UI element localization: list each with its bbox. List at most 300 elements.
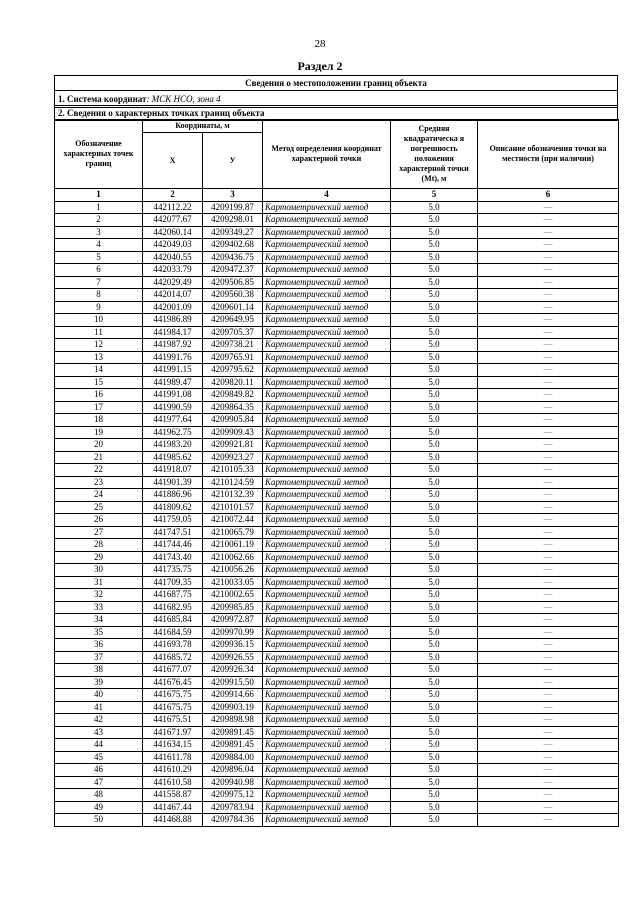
- coord-x: 441991.08: [143, 389, 203, 402]
- col-number: 1: [55, 189, 143, 202]
- error: 5.0: [391, 664, 478, 677]
- point-number: 49: [55, 801, 143, 814]
- description: —: [478, 314, 619, 327]
- point-number: 30: [55, 564, 143, 577]
- coord-system-label: 1. Система координат: [58, 94, 147, 104]
- table-row: [55, 514, 619, 527]
- method: Картометрический метод: [263, 714, 391, 727]
- method: Картометрический метод: [263, 751, 391, 764]
- coord-y: 4209820.11: [203, 376, 263, 389]
- coord-x: 441634.15: [143, 739, 203, 752]
- table-row: [55, 751, 619, 764]
- error: 5.0: [391, 789, 478, 802]
- table-row: [55, 201, 619, 214]
- coord-x: 441682.95: [143, 601, 203, 614]
- point-number: 48: [55, 789, 143, 802]
- table-row: [55, 301, 619, 314]
- coord-y: 4209199.87: [203, 201, 263, 214]
- coord-x: 441991.15: [143, 364, 203, 377]
- description: —: [478, 714, 619, 727]
- method: Картометрический метод: [263, 526, 391, 539]
- point-number: 12: [55, 339, 143, 352]
- coord-y: 4209472.37: [203, 264, 263, 277]
- description: —: [478, 439, 619, 452]
- coord-x: 441709.35: [143, 576, 203, 589]
- header-table: [54, 75, 618, 91]
- coord-x: 442001.09: [143, 301, 203, 314]
- error: 5.0: [391, 339, 478, 352]
- coord-x: 441735.75: [143, 564, 203, 577]
- coord-y: 4209765.91: [203, 351, 263, 364]
- table-row: [55, 589, 619, 602]
- point-number: 47: [55, 776, 143, 789]
- method: Картометрический метод: [263, 464, 391, 477]
- coord-x: 441558.87: [143, 789, 203, 802]
- error: 5.0: [391, 364, 478, 377]
- description: —: [478, 639, 619, 652]
- coord-x: 441986.89: [143, 314, 203, 327]
- error: 5.0: [391, 539, 478, 552]
- coord-y: 4209738.21: [203, 339, 263, 352]
- table-row: [55, 776, 619, 789]
- method: Картометрический метод: [263, 601, 391, 614]
- point-number: 44: [55, 739, 143, 752]
- coord-y: 4209985.85: [203, 601, 263, 614]
- point-number: 10: [55, 314, 143, 327]
- method: Картометрический метод: [263, 814, 391, 827]
- error: 5.0: [391, 251, 478, 264]
- col-method-header: Метод определения координат характерной точки: [263, 120, 391, 189]
- error: 5.0: [391, 501, 478, 514]
- error: 5.0: [391, 239, 478, 252]
- coord-y: 4209970.99: [203, 626, 263, 639]
- table-row: [55, 614, 619, 627]
- description: —: [478, 651, 619, 664]
- method: Картометрический метод: [263, 676, 391, 689]
- table-row: [55, 326, 619, 339]
- coord-y: 4209975.12: [203, 789, 263, 802]
- coord-y: 4209436.75: [203, 251, 263, 264]
- point-number: 33: [55, 601, 143, 614]
- point-number: 17: [55, 401, 143, 414]
- description: —: [478, 626, 619, 639]
- coord-y: 4210056.26: [203, 564, 263, 577]
- point-number: 27: [55, 526, 143, 539]
- method: Картометрический метод: [263, 351, 391, 364]
- error: 5.0: [391, 714, 478, 727]
- coord-y: 4209705.37: [203, 326, 263, 339]
- col-number: 6: [478, 189, 619, 202]
- error: 5.0: [391, 326, 478, 339]
- method: Картометрический метод: [263, 426, 391, 439]
- col-desc-header: Описание обозначения точки на местности (при наличии): [478, 120, 619, 189]
- table-row: [55, 739, 619, 752]
- coord-x: 441610.29: [143, 764, 203, 777]
- method: Картометрический метод: [263, 451, 391, 464]
- method: Картометрический метод: [263, 551, 391, 564]
- coord-y: 4210061.19: [203, 539, 263, 552]
- point-number: 36: [55, 639, 143, 652]
- method: Картометрический метод: [263, 739, 391, 752]
- coord-y: 4210124.59: [203, 476, 263, 489]
- method: Картометрический метод: [263, 489, 391, 502]
- error: 5.0: [391, 289, 478, 302]
- coord-x: 442040.55: [143, 251, 203, 264]
- error: 5.0: [391, 376, 478, 389]
- coord-x: 441901.39: [143, 476, 203, 489]
- table-row: [55, 801, 619, 814]
- coord-y: 4209909.43: [203, 426, 263, 439]
- description: —: [478, 551, 619, 564]
- col-x-header: Х: [143, 133, 203, 189]
- description: —: [478, 426, 619, 439]
- method: Картометрический метод: [263, 214, 391, 227]
- coord-y: 4209402.68: [203, 239, 263, 252]
- description: —: [478, 239, 619, 252]
- table-row: [55, 389, 619, 402]
- description: —: [478, 251, 619, 264]
- coord-y: 4209891.45: [203, 726, 263, 739]
- coord-y: 4209349.27: [203, 226, 263, 239]
- table-row: [55, 276, 619, 289]
- method: Картометрический метод: [263, 789, 391, 802]
- point-number: 24: [55, 489, 143, 502]
- method: Картометрический метод: [263, 614, 391, 627]
- point-number: 1: [55, 201, 143, 214]
- table-row: [55, 314, 619, 327]
- table-row: [55, 264, 619, 277]
- coord-x: 441809.62: [143, 501, 203, 514]
- description: —: [478, 564, 619, 577]
- method: Картометрический метод: [263, 764, 391, 777]
- coord-x: 441991.76: [143, 351, 203, 364]
- point-number: 25: [55, 501, 143, 514]
- error: 5.0: [391, 264, 478, 277]
- table-row: [55, 501, 619, 514]
- coord-x: 441685.84: [143, 614, 203, 627]
- description: —: [478, 801, 619, 814]
- method: Картометрический метод: [263, 239, 391, 252]
- point-number: 41: [55, 701, 143, 714]
- coord-x: 441886.96: [143, 489, 203, 502]
- error: 5.0: [391, 401, 478, 414]
- coord-y: 4209783.94: [203, 801, 263, 814]
- table-row: [55, 789, 619, 802]
- table-row: [55, 339, 619, 352]
- method: Картометрический метод: [263, 576, 391, 589]
- method: Картометрический метод: [263, 776, 391, 789]
- coord-x: 441687.75: [143, 589, 203, 602]
- coord-y: 4209849.82: [203, 389, 263, 402]
- error: 5.0: [391, 201, 478, 214]
- coord-x: 441685.72: [143, 651, 203, 664]
- error: 5.0: [391, 439, 478, 452]
- method: Картометрический метод: [263, 276, 391, 289]
- error: 5.0: [391, 314, 478, 327]
- coord-y: 4209903.19: [203, 701, 263, 714]
- point-number: 6: [55, 264, 143, 277]
- point-number: 42: [55, 714, 143, 727]
- coord-y: 4210065.79: [203, 526, 263, 539]
- col-number: 4: [263, 189, 391, 202]
- coord-y: 4209784.36: [203, 814, 263, 827]
- error: 5.0: [391, 451, 478, 464]
- error: 5.0: [391, 814, 478, 827]
- error: 5.0: [391, 351, 478, 364]
- error: 5.0: [391, 214, 478, 227]
- coord-x: 441610.58: [143, 776, 203, 789]
- description: —: [478, 601, 619, 614]
- point-number: 14: [55, 364, 143, 377]
- coord-y: 4209884.00: [203, 751, 263, 764]
- coord-x: 442049.03: [143, 239, 203, 252]
- description: —: [478, 526, 619, 539]
- method: Картометрический метод: [263, 389, 391, 402]
- coord-x: 441985.62: [143, 451, 203, 464]
- coord-system-value: : МСК НСО, зона 4: [146, 94, 221, 104]
- point-number: 4: [55, 239, 143, 252]
- table-row: [55, 664, 619, 677]
- coord-y: 4209864.35: [203, 401, 263, 414]
- point-number: 26: [55, 514, 143, 527]
- method: Картометрический метод: [263, 401, 391, 414]
- table-row: [55, 239, 619, 252]
- error: 5.0: [391, 801, 478, 814]
- description: —: [478, 576, 619, 589]
- method: Картометрический метод: [263, 376, 391, 389]
- method: Картометрический метод: [263, 289, 391, 302]
- table-row: [55, 576, 619, 589]
- description: —: [478, 489, 619, 502]
- coord-y: 4210062.66: [203, 551, 263, 564]
- point-number: 11: [55, 326, 143, 339]
- method: Картометрический метод: [263, 689, 391, 702]
- table-row: [55, 651, 619, 664]
- error: 5.0: [391, 476, 478, 489]
- col-number: 5: [391, 189, 478, 202]
- error: 5.0: [391, 701, 478, 714]
- coord-y: 4209915.50: [203, 676, 263, 689]
- coord-y: 4210101.57: [203, 501, 263, 514]
- error: 5.0: [391, 614, 478, 627]
- coord-x: 442029.49: [143, 276, 203, 289]
- error: 5.0: [391, 589, 478, 602]
- coord-y: 4210033.05: [203, 576, 263, 589]
- table-row: [55, 351, 619, 364]
- description: —: [478, 726, 619, 739]
- table-row: [55, 539, 619, 552]
- coord-y: 4210132.39: [203, 489, 263, 502]
- table-row: [55, 639, 619, 652]
- point-number: 23: [55, 476, 143, 489]
- point-number: 5: [55, 251, 143, 264]
- coord-x: 441671.97: [143, 726, 203, 739]
- coord-x: 441676.45: [143, 676, 203, 689]
- error: 5.0: [391, 301, 478, 314]
- error: 5.0: [391, 739, 478, 752]
- error: 5.0: [391, 751, 478, 764]
- point-number: 50: [55, 814, 143, 827]
- description: —: [478, 776, 619, 789]
- error: 5.0: [391, 651, 478, 664]
- coord-y: 4209905.84: [203, 414, 263, 427]
- description: —: [478, 501, 619, 514]
- point-number: 45: [55, 751, 143, 764]
- point-number: 39: [55, 676, 143, 689]
- point-number: 37: [55, 651, 143, 664]
- coord-y: 4209936.15: [203, 639, 263, 652]
- method: Картометрический метод: [263, 701, 391, 714]
- coord-x: 442112.22: [143, 201, 203, 214]
- coord-y: 4209923.27: [203, 451, 263, 464]
- description: —: [478, 464, 619, 477]
- point-number: 40: [55, 689, 143, 702]
- table-row: [55, 726, 619, 739]
- points-title: 2. Сведения о характерных точках границ объекта: [55, 106, 618, 121]
- description: —: [478, 664, 619, 677]
- point-number: 21: [55, 451, 143, 464]
- description: —: [478, 301, 619, 314]
- description: —: [478, 389, 619, 402]
- point-number: 9: [55, 301, 143, 314]
- description: —: [478, 351, 619, 364]
- method: Картометрический метод: [263, 339, 391, 352]
- table-row: [55, 551, 619, 564]
- point-number: 7: [55, 276, 143, 289]
- point-number: 28: [55, 539, 143, 552]
- table-row: [55, 601, 619, 614]
- description: —: [478, 539, 619, 552]
- description: —: [478, 401, 619, 414]
- method: Картометрический метод: [263, 226, 391, 239]
- point-number: 20: [55, 439, 143, 452]
- description: —: [478, 214, 619, 227]
- description: —: [478, 226, 619, 239]
- method: Картометрический метод: [263, 364, 391, 377]
- coord-y: 4209560.38: [203, 289, 263, 302]
- error: 5.0: [391, 776, 478, 789]
- point-number: 3: [55, 226, 143, 239]
- description: —: [478, 414, 619, 427]
- description: —: [478, 289, 619, 302]
- error: 5.0: [391, 639, 478, 652]
- table-row: [55, 676, 619, 689]
- point-number: 31: [55, 576, 143, 589]
- description: —: [478, 451, 619, 464]
- column-numbers-row: [55, 189, 619, 202]
- coord-y: 4209926.55: [203, 651, 263, 664]
- point-number: 43: [55, 726, 143, 739]
- method: Картометрический метод: [263, 314, 391, 327]
- table-row: [55, 226, 619, 239]
- method: Картометрический метод: [263, 476, 391, 489]
- error: 5.0: [391, 414, 478, 427]
- coord-y: 4209921.81: [203, 439, 263, 452]
- table-row: [55, 364, 619, 377]
- coord-x: 441962.75: [143, 426, 203, 439]
- error: 5.0: [391, 601, 478, 614]
- coord-y: 4209972.87: [203, 614, 263, 627]
- table-row: [55, 214, 619, 227]
- table-row: [55, 814, 619, 827]
- error: 5.0: [391, 276, 478, 289]
- coord-y: 4209298.01: [203, 214, 263, 227]
- table-row: [55, 451, 619, 464]
- description: —: [478, 264, 619, 277]
- col-point-header: Обозначение характерных точек границ: [55, 120, 143, 189]
- error: 5.0: [391, 626, 478, 639]
- method: Картометрический метод: [263, 514, 391, 527]
- col-coords-header: Координаты, м: [143, 120, 263, 133]
- method: Картометрический метод: [263, 501, 391, 514]
- error: 5.0: [391, 514, 478, 527]
- col-error-header: Средняя квадратическа я погрешность положения характерной точки (Mt), м: [391, 120, 478, 189]
- point-number: 2: [55, 214, 143, 227]
- coord-x: 441677.07: [143, 664, 203, 677]
- coord-x: 441983.20: [143, 439, 203, 452]
- table-row: [55, 764, 619, 777]
- table-row: [55, 426, 619, 439]
- method: Картометрический метод: [263, 801, 391, 814]
- coord-x: 441693.78: [143, 639, 203, 652]
- col-number: 3: [203, 189, 263, 202]
- description: —: [478, 339, 619, 352]
- coord-x: 441747.51: [143, 526, 203, 539]
- method: Картометрический метод: [263, 301, 391, 314]
- coord-x: 441675.75: [143, 701, 203, 714]
- method: Картометрический метод: [263, 726, 391, 739]
- method: Картометрический метод: [263, 564, 391, 577]
- point-number: 22: [55, 464, 143, 477]
- error: 5.0: [391, 526, 478, 539]
- coord-x: 442060.14: [143, 226, 203, 239]
- description: —: [478, 814, 619, 827]
- method: Картометрический метод: [263, 626, 391, 639]
- coord-y: 4209649.95: [203, 314, 263, 327]
- method: Картометрический метод: [263, 651, 391, 664]
- point-number: 13: [55, 351, 143, 364]
- point-number: 8: [55, 289, 143, 302]
- description: —: [478, 326, 619, 339]
- coord-x: 441611.78: [143, 751, 203, 764]
- coord-y: 4209795.62: [203, 364, 263, 377]
- coord-y: 4209896.04: [203, 764, 263, 777]
- description: —: [478, 689, 619, 702]
- description: —: [478, 276, 619, 289]
- method: Картометрический метод: [263, 589, 391, 602]
- page-number: 28: [314, 38, 326, 50]
- coord-x: 442014.07: [143, 289, 203, 302]
- table-row: [55, 564, 619, 577]
- error: 5.0: [391, 489, 478, 502]
- coord-y: 4209506.85: [203, 276, 263, 289]
- method: Картометрический метод: [263, 664, 391, 677]
- header-title: Сведения о местоположении границ объекта: [55, 76, 618, 91]
- description: —: [478, 701, 619, 714]
- table-row: [55, 251, 619, 264]
- coord-y: 4209891.45: [203, 739, 263, 752]
- method: Картометрический метод: [263, 539, 391, 552]
- description: —: [478, 676, 619, 689]
- description: —: [478, 751, 619, 764]
- description: —: [478, 589, 619, 602]
- coord-x: 441984.17: [143, 326, 203, 339]
- method: Картометрический метод: [263, 251, 391, 264]
- point-number: 19: [55, 426, 143, 439]
- point-number: 29: [55, 551, 143, 564]
- error: 5.0: [391, 464, 478, 477]
- table-row: [55, 401, 619, 414]
